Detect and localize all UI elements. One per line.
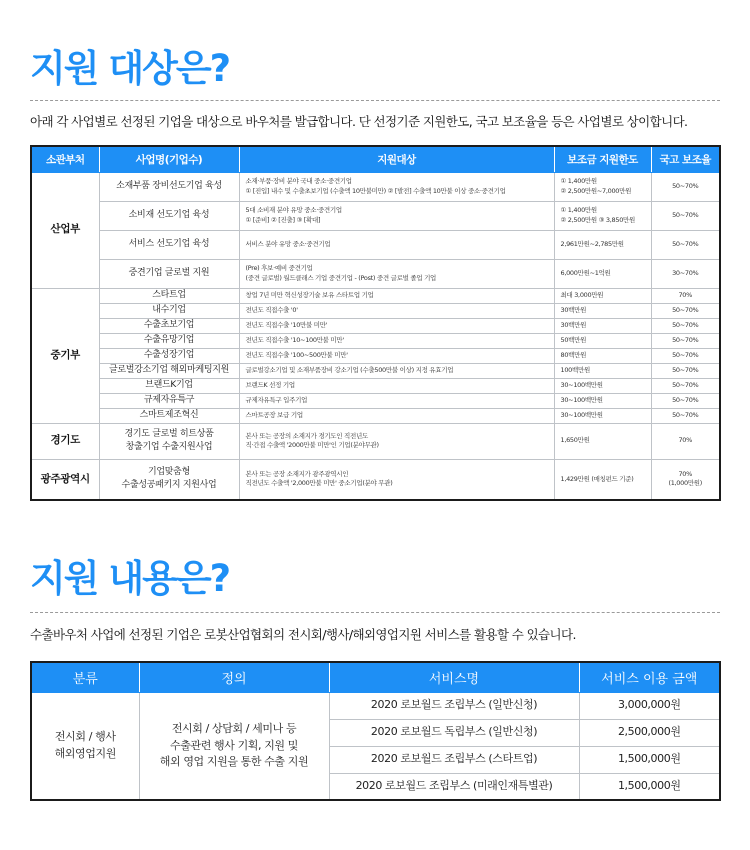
rate-cell: 70% xyxy=(651,423,720,459)
target-cell: 규제자유특구 입주기업 xyxy=(239,393,554,408)
table-row xyxy=(31,172,720,201)
dept-cell: 경기도 xyxy=(31,423,99,459)
business-name-cell: 중견기업 글로벌 지원 xyxy=(99,259,239,288)
table-row xyxy=(31,393,720,408)
table-header-row xyxy=(31,146,720,172)
target-cell: 본사 또는 공장의 소재지가 경기도인 직전년도 직·간접 수출액 '2000만불 미만'인 기업(분야무관) xyxy=(239,423,554,459)
rate-cell: 50~70% xyxy=(651,348,720,363)
amount-cell: 50백만원 xyxy=(554,333,651,348)
table-row xyxy=(31,408,720,423)
rate-cell: 50~70% xyxy=(651,408,720,423)
divider xyxy=(30,100,720,101)
target-cell: 브랜드K 선정 기업 xyxy=(239,378,554,393)
service-price-cell: 1,500,000원 xyxy=(579,746,720,773)
rate-cell: 70% (1,000만원) xyxy=(651,459,720,500)
service-name-cell: 2020 로보월드 독립부스 (일반신청) xyxy=(329,719,579,746)
table-row xyxy=(31,288,720,303)
column-header: 국고 보조율 xyxy=(651,146,720,172)
dept-cell: 광주광역시 xyxy=(31,459,99,500)
table-row xyxy=(31,303,720,318)
service-name-cell: 2020 로보월드 조립부스 (일반신청) xyxy=(329,692,579,719)
amount-cell: 80백만원 xyxy=(554,348,651,363)
amount-cell: 100백만원 xyxy=(554,363,651,378)
column-header: 분류 xyxy=(31,662,139,692)
table-header-row xyxy=(31,662,720,692)
business-name-cell: 글로벌강소기업 해외마케팅지원 xyxy=(99,363,239,378)
table-row xyxy=(31,333,720,348)
rate-cell: 50~70% xyxy=(651,201,720,230)
category-cell: 전시회 / 행사 해외영업지원 xyxy=(31,692,139,800)
amount-cell: 30백만원 xyxy=(554,318,651,333)
column-header: 서비스명 xyxy=(329,662,579,692)
target-cell: 창업 7년 미만 혁신성장기술 보유 스타트업 기업 xyxy=(239,288,554,303)
target-cell: 전년도 직접수출 '0' xyxy=(239,303,554,318)
section-title-eligibility: 지원 대상은? xyxy=(30,47,230,90)
column-header: 정의 xyxy=(139,662,329,692)
table-row xyxy=(31,692,720,719)
table-row xyxy=(31,378,720,393)
support-table xyxy=(30,661,721,801)
target-cell: 글로벌강소기업 및 소재부품장비 강소기업 (수출500만불 이상) 지정 유효기업 xyxy=(239,363,554,378)
rate-cell: 50~70% xyxy=(651,318,720,333)
section-title-support: 지원 내용은? xyxy=(30,557,230,600)
amount-cell: ① 1,400만원 ② 2,500만원 ③ 3,850만원 xyxy=(554,201,651,230)
business-name-cell: 브랜드K기업 xyxy=(99,378,239,393)
amount-cell: 30백만원 xyxy=(554,303,651,318)
definition-cell: 전시회 / 상담회 / 세미나 등 수출관련 행사 기획, 지원 및 해외 영업 지원을 통한 수출 지원 xyxy=(139,692,329,800)
amount-cell: 30~100백만원 xyxy=(554,378,651,393)
rate-cell: 50~70% xyxy=(651,393,720,408)
column-header: 사업명(기업수) xyxy=(99,146,239,172)
business-name-cell: 소비재 선도기업 육성 xyxy=(99,201,239,230)
table-row xyxy=(31,459,720,500)
column-header: 소관부처 xyxy=(31,146,99,172)
rate-cell: 30~70% xyxy=(651,259,720,288)
business-name-cell: 스타트업 xyxy=(99,288,239,303)
service-price-cell: 2,500,000원 xyxy=(579,719,720,746)
table-row xyxy=(31,318,720,333)
column-header: 보조금 지원한도 xyxy=(554,146,651,172)
business-name-cell: 서비스 선도기업 육성 xyxy=(99,230,239,259)
amount-cell: 30~100백만원 xyxy=(554,408,651,423)
table-row xyxy=(31,230,720,259)
business-name-cell: 수출성장기업 xyxy=(99,348,239,363)
table-row xyxy=(31,348,720,363)
target-cell: 소재·부품·장비 분야 국내 중소·중견기업 ① [진입] 내수 및 수출초보기업 (수출액 10만불미만) ② [발전] 수출액 10만불 이상 중소·중견기업 xyxy=(239,172,554,201)
business-name-cell: 내수기업 xyxy=(99,303,239,318)
business-name-cell: 기업맞춤형 수출성공패키지 지원사업 xyxy=(99,459,239,500)
rate-cell: 50~70% xyxy=(651,378,720,393)
table-row xyxy=(31,423,720,459)
service-price-cell: 3,000,000원 xyxy=(579,692,720,719)
amount-cell: 30~100백만원 xyxy=(554,393,651,408)
dept-cell: 중기부 xyxy=(31,288,99,423)
target-cell: 스마트공장 보급 기업 xyxy=(239,408,554,423)
rate-cell: 50~70% xyxy=(651,172,720,201)
eligibility-table xyxy=(30,145,721,501)
business-name-cell: 스마트제조혁신 xyxy=(99,408,239,423)
amount-cell: 최대 3,000만원 xyxy=(554,288,651,303)
business-name-cell: 규제자유특구 xyxy=(99,393,239,408)
amount-cell: 1,429만원 (매칭펀드 기준) xyxy=(554,459,651,500)
rate-cell: 70% xyxy=(651,288,720,303)
dept-cell: 산업부 xyxy=(31,172,99,288)
column-header: 서비스 이용 금액 xyxy=(579,662,720,692)
target-cell: 5대 소비재 분야 유망 중소·중견기업 ① [준비] ② [진출] ③ [확대] xyxy=(239,201,554,230)
business-name-cell: 소재부품 장비선도기업 육성 xyxy=(99,172,239,201)
target-cell: 전년도 직접수출 '10만불 미만' xyxy=(239,318,554,333)
amount-cell: 2,961만원~2,785만원 xyxy=(554,230,651,259)
target-cell: 본사 또는 공장 소재지가 광주광역시인 직전년도 수출액 '2,000만불 미만' 중소기업(분야 무관) xyxy=(239,459,554,500)
business-name-cell: 수출유망기업 xyxy=(99,333,239,348)
rate-cell: 50~70% xyxy=(651,230,720,259)
section-intro-support: 수출바우처 사업에 선정된 기업은 로봇산업협회의 전시회/행사/해외영업지원 서비스를 활용할 수 있습니다. xyxy=(30,627,576,642)
section-intro-eligibility: 아래 각 사업별로 선정된 기업을 대상으로 바우처를 발급합니다. 단 선정기준 지원한도, 국고 보조율을 등은 사업별로 상이합니다. xyxy=(30,114,688,129)
table-row xyxy=(31,363,720,378)
table-row xyxy=(31,259,720,288)
target-cell: 전년도 직접수출 '10~100만불 미만' xyxy=(239,333,554,348)
amount-cell: 6,000만원~1억원 xyxy=(554,259,651,288)
service-name-cell: 2020 로보월드 조립부스 (스타트업) xyxy=(329,746,579,773)
table-row xyxy=(31,201,720,230)
service-price-cell: 1,500,000원 xyxy=(579,773,720,800)
amount-cell: 1,650만원 xyxy=(554,423,651,459)
divider xyxy=(30,612,720,613)
amount-cell: ① 1,400만원 ② 2,500만원~7,000만원 xyxy=(554,172,651,201)
target-cell: 전년도 직접수출 '100~500만불 미만' xyxy=(239,348,554,363)
service-name-cell: 2020 로보월드 조립부스 (미래인재특별관) xyxy=(329,773,579,800)
business-name-cell: 수출초보기업 xyxy=(99,318,239,333)
target-cell: (Pre) 후보·예비 중견기업 (중견 글로벌) 월드클래스 기업 중견기업 - (Post) 중견 글로벌 졸업 기업 xyxy=(239,259,554,288)
column-header: 지원대상 xyxy=(239,146,554,172)
rate-cell: 50~70% xyxy=(651,303,720,318)
business-name-cell: 경기도 글로벌 히트상품 창출기업 수출지원사업 xyxy=(99,423,239,459)
rate-cell: 50~70% xyxy=(651,363,720,378)
target-cell: 서비스 분야 유망 중소·중견기업 xyxy=(239,230,554,259)
rate-cell: 50~70% xyxy=(651,333,720,348)
